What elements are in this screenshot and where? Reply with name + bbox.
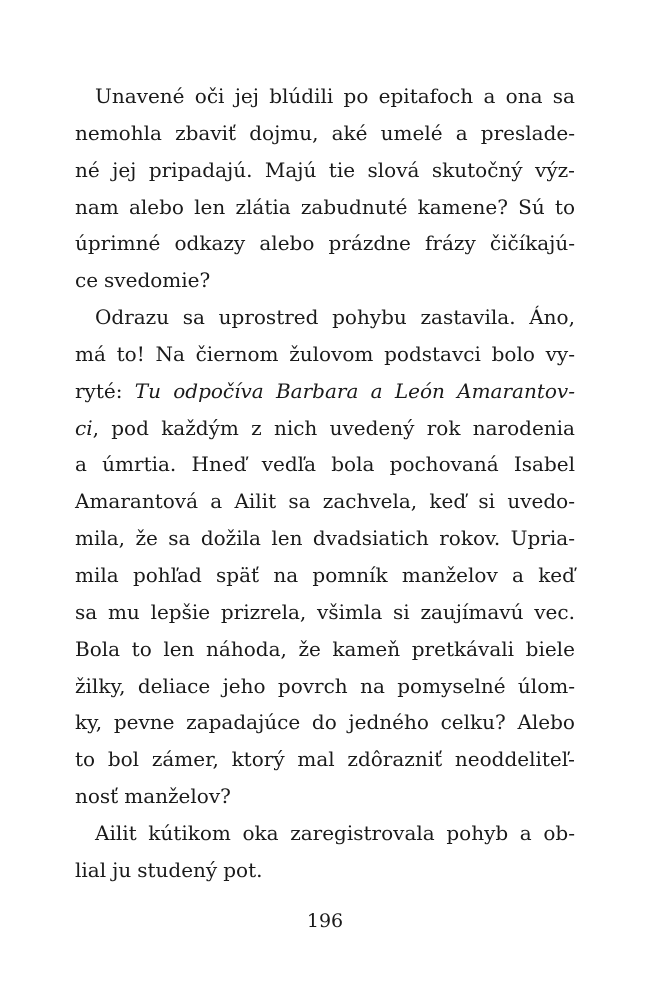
word: zachvela,	[322, 489, 418, 514]
word: ky,	[75, 710, 103, 735]
word: studený	[137, 857, 218, 882]
text-line	[75, 299, 575, 336]
word: tie	[328, 157, 356, 182]
text-line	[75, 704, 575, 741]
text-line	[75, 189, 575, 226]
word: dojmu,	[249, 120, 319, 145]
word: a	[370, 378, 383, 403]
word: že	[298, 636, 321, 661]
word: čičíkajú-	[489, 231, 575, 256]
word: že	[135, 526, 158, 551]
word: Bola	[75, 636, 121, 661]
word: Tu	[134, 378, 161, 403]
word: odkazy	[174, 231, 246, 256]
word: Majú	[264, 157, 317, 182]
word: žilky,	[75, 673, 126, 698]
word: manželov	[401, 562, 498, 587]
word: kútikom	[148, 820, 231, 845]
word: sa	[75, 599, 98, 624]
word: pevne	[113, 710, 175, 735]
word: povrch	[277, 673, 348, 698]
word: preslade-	[480, 120, 575, 145]
word: zapadajúce	[186, 710, 301, 735]
word: nemohla	[75, 120, 162, 145]
word: žulovom	[289, 341, 374, 366]
word: lial	[75, 857, 107, 882]
word: epitafoch	[378, 84, 474, 108]
word: Hneď	[191, 452, 247, 477]
word: León	[394, 378, 445, 403]
text-line	[75, 815, 575, 852]
word: alebo	[128, 194, 184, 219]
word: ju	[112, 857, 132, 882]
word: dožila	[200, 526, 261, 551]
word: to	[554, 194, 575, 219]
paragraph	[75, 299, 575, 815]
word: pochovaná	[389, 452, 499, 477]
word: nosť	[75, 784, 119, 809]
word: má	[75, 341, 106, 366]
word: pod	[111, 415, 149, 440]
word: a	[210, 489, 223, 514]
word: svedomie?	[104, 268, 211, 293]
page-text	[75, 78, 575, 889]
word: alebo	[259, 231, 315, 256]
word: mila,	[75, 526, 126, 551]
paragraph	[75, 815, 575, 889]
word: pripadajú.	[148, 157, 253, 182]
word: a	[455, 120, 468, 145]
word: zbaviť	[175, 120, 237, 145]
word: a	[75, 452, 87, 477]
word: bolo	[491, 341, 535, 366]
word: jedného	[348, 710, 429, 735]
word: celku?	[440, 710, 506, 735]
word: to!	[116, 341, 145, 366]
word: ob-	[543, 820, 575, 845]
word: prázdne	[328, 231, 411, 256]
word: každým	[161, 415, 239, 440]
word: Amarantov-	[457, 378, 575, 403]
text-line	[75, 520, 575, 557]
page-number: 196	[306, 910, 344, 932]
word: späť	[216, 562, 260, 587]
word: pohyb	[446, 820, 509, 845]
word: zaregistrovala	[290, 820, 435, 845]
word: zdôrazniť	[347, 747, 443, 772]
word: na	[273, 562, 299, 587]
text-line	[75, 410, 575, 447]
word: a	[483, 84, 496, 108]
word: úprimné	[75, 231, 161, 256]
word: len	[194, 194, 226, 219]
word: rok	[426, 415, 461, 440]
word: pretkávali	[411, 636, 515, 661]
word: Amarantová	[75, 489, 198, 514]
word: vec.	[534, 599, 575, 624]
word: Unavené	[95, 84, 185, 108]
word: výz-	[535, 157, 575, 182]
text-line	[75, 336, 575, 373]
word: Ailit	[95, 820, 137, 845]
word: umelé	[380, 120, 443, 145]
word: ona	[505, 84, 543, 108]
text-line	[75, 152, 575, 189]
word: podstavci	[384, 341, 481, 366]
word: náhoda,	[206, 636, 287, 661]
text-line	[75, 631, 575, 668]
word: ci,	[75, 415, 99, 440]
text-line	[75, 778, 575, 815]
word: Sú	[518, 194, 545, 219]
word: ktorý	[231, 747, 285, 772]
word: kameň	[332, 636, 401, 661]
word: kamene?	[417, 194, 508, 219]
word: po	[343, 84, 369, 108]
word: všimla	[317, 599, 383, 624]
text-line	[75, 483, 575, 520]
text-line	[75, 741, 575, 778]
word: biele	[525, 636, 575, 661]
word: sa	[168, 526, 191, 551]
word: si	[393, 599, 410, 624]
word: jej	[234, 84, 259, 108]
word: zabudnuté	[300, 194, 408, 219]
word: zaujímavú	[420, 599, 524, 624]
word: zlátia	[235, 194, 291, 219]
word: sa	[182, 305, 205, 330]
text-line	[75, 557, 575, 594]
word: pomník	[312, 562, 388, 587]
text-line	[75, 668, 575, 705]
word: úmrtia.	[102, 452, 177, 477]
word: len	[271, 526, 303, 551]
word: nich	[273, 415, 318, 440]
text-line	[75, 852, 575, 889]
word: vedľa	[261, 452, 316, 477]
word: pohľad	[132, 562, 202, 587]
word: oči	[194, 84, 225, 108]
word: aké	[331, 120, 368, 145]
word: Áno,	[529, 305, 575, 330]
word: Upria-	[510, 526, 575, 551]
word: neoddeliteľ-	[454, 747, 575, 772]
word: deliace	[137, 673, 211, 698]
word: mal	[297, 747, 335, 772]
word: na	[360, 673, 385, 698]
word: sa	[552, 84, 575, 108]
word: bol	[107, 747, 140, 772]
word: narodenia	[472, 415, 575, 440]
word: uprostred	[218, 305, 319, 330]
word: Ailit	[234, 489, 277, 514]
word: dvadsiatich	[312, 526, 429, 551]
word: jeho	[222, 673, 266, 698]
word: né	[75, 157, 100, 182]
word: lepšie	[150, 599, 211, 624]
word: oka	[242, 820, 279, 845]
text-line	[75, 115, 575, 152]
word: mu	[107, 599, 140, 624]
word: a	[512, 562, 524, 587]
word: Barbara	[275, 378, 359, 403]
word: ryté:	[75, 378, 123, 403]
word: ce	[75, 268, 99, 293]
word: zastavila.	[420, 305, 516, 330]
word: zámer,	[151, 747, 219, 772]
word: keď	[429, 489, 467, 514]
word: a	[519, 820, 532, 845]
word: Isabel	[513, 452, 575, 477]
word: sa	[288, 489, 311, 514]
text-line	[75, 373, 575, 410]
word: si	[478, 489, 496, 514]
word: Odrazu	[95, 305, 170, 330]
word: mila	[75, 562, 119, 587]
text-line	[75, 594, 575, 631]
word: vy-	[545, 341, 575, 366]
word: bola	[331, 452, 375, 477]
word: jej	[112, 157, 137, 182]
word: pohybu	[332, 305, 407, 330]
word: uvedo-	[507, 489, 575, 514]
word: rokov.	[439, 526, 501, 551]
word: Alebo	[517, 710, 575, 735]
word: pot.	[223, 857, 263, 882]
text-line	[75, 225, 575, 262]
word: úlom-	[517, 673, 575, 698]
word: to	[75, 747, 96, 772]
word: Na	[155, 341, 185, 366]
word: slová	[367, 157, 420, 182]
word: uvedený	[329, 415, 415, 440]
word: čiernom	[195, 341, 279, 366]
word: do	[311, 710, 337, 735]
word: nam	[75, 194, 119, 219]
word: z	[251, 415, 262, 440]
word: keď	[538, 562, 575, 587]
paragraph	[75, 78, 575, 299]
word: pomyselné	[397, 673, 506, 698]
word: prizrela,	[220, 599, 307, 624]
word: manželov?	[124, 784, 231, 809]
word: blúdili	[269, 84, 334, 108]
word: len	[163, 636, 195, 661]
text-line	[75, 262, 575, 299]
text-line	[75, 446, 575, 483]
word: odpočíva	[173, 378, 264, 403]
text-line	[75, 78, 575, 115]
word: skutočný	[431, 157, 523, 182]
word: to	[131, 636, 152, 661]
word: frázy	[425, 231, 476, 256]
